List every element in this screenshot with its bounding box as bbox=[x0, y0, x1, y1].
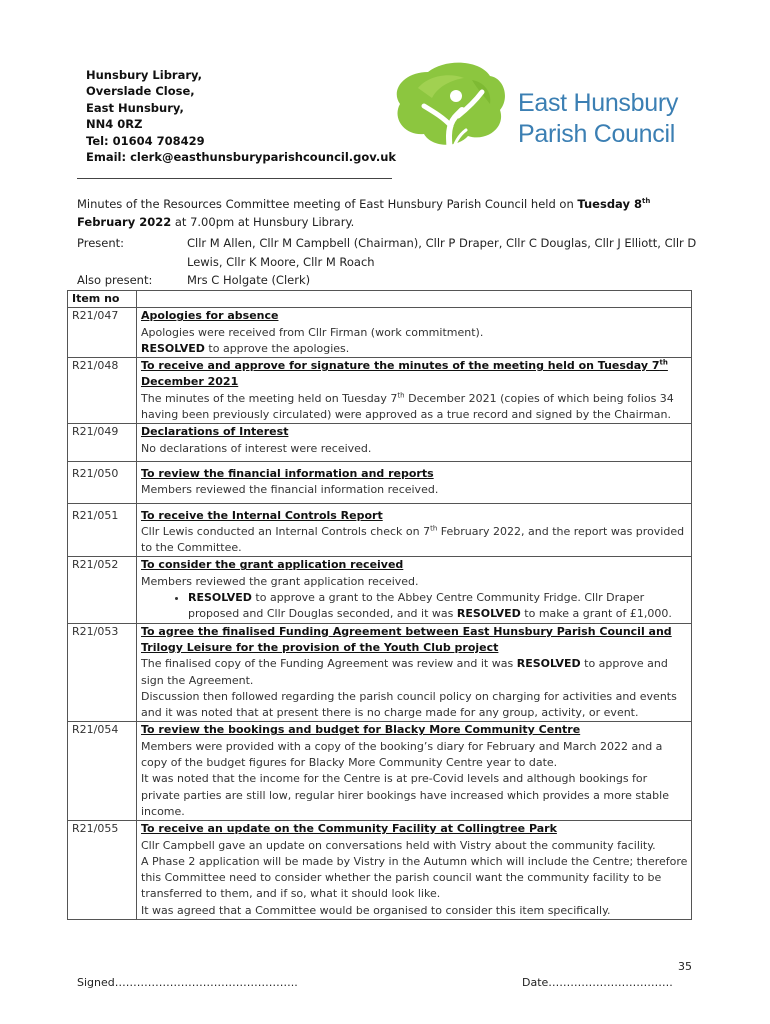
item-code: R21/047 bbox=[68, 308, 137, 358]
item-body bbox=[137, 722, 692, 821]
intro-text: Minutes of the Resources Committee meeting of East Hunsbury Parish Council held on bbox=[77, 197, 578, 211]
table-row bbox=[68, 821, 692, 920]
present-label: Present: bbox=[77, 236, 125, 250]
item-code: R21/050 bbox=[68, 461, 137, 503]
item-body bbox=[137, 308, 692, 358]
also-present-value: Mrs C Holgate (Clerk) bbox=[187, 273, 311, 287]
table-row bbox=[68, 557, 692, 623]
item-body bbox=[137, 358, 692, 424]
resolved-label: RESOLVED bbox=[516, 657, 581, 671]
item-code: R21/052 bbox=[68, 557, 137, 623]
item-body bbox=[137, 461, 692, 503]
item-text: to approve and sign the Agreement. bbox=[141, 657, 668, 687]
item-title: Apologies for absence bbox=[141, 309, 279, 323]
item-text: Cllr Lewis conducted an Internal Controls check on 7 bbox=[141, 524, 431, 538]
table-row bbox=[68, 424, 692, 462]
address-postcode: NN4 0RZ bbox=[86, 117, 143, 132]
item-title: To review the financial information and reports bbox=[141, 466, 434, 480]
resolved-label: RESOLVED bbox=[456, 607, 521, 621]
item-title bbox=[141, 358, 688, 391]
table-row bbox=[68, 503, 692, 557]
address-line: Overslade Close, bbox=[86, 84, 195, 99]
tree-icon bbox=[397, 63, 505, 154]
item-title: Declarations of Interest bbox=[141, 425, 289, 439]
header-divider bbox=[77, 178, 392, 179]
item-text bbox=[141, 391, 688, 424]
item-text: Members reviewed the financial information received. bbox=[141, 483, 439, 497]
table-row bbox=[68, 308, 692, 358]
item-title: To agree the finalised Funding Agreement between East Hunsbury Parish Council and Trilogy Leisure for the provision of the Youth Club project bbox=[141, 624, 672, 654]
also-present-row bbox=[77, 272, 707, 289]
ordinal-suffix: th bbox=[659, 358, 668, 367]
item-title: To review the bookings and budget for Blacky More Community Centre bbox=[141, 723, 581, 737]
page-number: 35 bbox=[678, 960, 692, 973]
item-title: To consider the grant application received bbox=[141, 558, 404, 572]
table-row bbox=[68, 358, 692, 424]
item-text: The finalised copy of the Funding Agreement was review and it was bbox=[141, 657, 517, 671]
item-text: Apologies were received from Cllr Firman (work commitment). bbox=[141, 325, 484, 339]
item-code: R21/054 bbox=[68, 722, 137, 821]
address-email: Email: clerk@easthunsburyparishcouncil.gov.uk bbox=[86, 150, 397, 165]
item-code: R21/051 bbox=[68, 503, 137, 557]
item-code: R21/055 bbox=[68, 821, 137, 920]
table-header-row bbox=[68, 291, 692, 308]
item-text: It was noted that the income for the Centre is at pre-Covid levels and although bookings for private parties are still low, regular hirer bookings have increased which provides a more stable income. bbox=[141, 772, 669, 818]
item-text: The minutes of the meeting held on Tuesday 7 bbox=[141, 391, 398, 405]
date-suffix: th bbox=[641, 197, 651, 206]
table-row bbox=[68, 461, 692, 503]
item-text: It was agreed that a Committee would be organised to consider this item specifically. bbox=[141, 903, 611, 917]
item-text: Cllr Campbell gave an update on conversations held with Vistry about the community facility. bbox=[141, 838, 656, 852]
resolved-label: RESOLVED bbox=[141, 341, 205, 355]
item-body bbox=[137, 503, 692, 557]
item-text: No declarations of interest were received. bbox=[141, 441, 372, 455]
header-blank bbox=[137, 291, 692, 308]
item-text: A Phase 2 application will be made by Vistry in the Autumn which will include the Centre; therefore this Committee need to consider whether the parish council want the community facility to be transferred to them, and if so, what it should look like. bbox=[141, 854, 688, 901]
address-line: Hunsbury Library, bbox=[86, 68, 203, 82]
item-title-text: December 2021 bbox=[141, 375, 239, 389]
present-value: Cllr M Allen, Cllr M Campbell (Chairman), Cllr P Draper, Cllr C Douglas, Cllr J Elliott, Cllr D Lewis, Cllr K Moore, Cllr M Roach bbox=[187, 236, 697, 269]
logo-wordmark bbox=[518, 88, 678, 150]
item-title: To receive the Internal Controls Report bbox=[141, 508, 383, 522]
ordinal-suffix: th bbox=[397, 391, 405, 400]
item-text: February 2022, and the report was provided to the Committee. bbox=[141, 524, 685, 555]
item-body bbox=[137, 623, 692, 722]
item-text: to approve the apologies. bbox=[204, 341, 350, 355]
item-text: Members reviewed the grant application received. bbox=[141, 574, 419, 588]
present-row bbox=[77, 235, 707, 271]
date-line: Date……………………………. bbox=[522, 976, 673, 989]
item-text: to approve a grant to the Abbey Centre Community Fridge. Cllr Draper proposed and Cllr Douglas seconded, and it was bbox=[188, 591, 645, 621]
item-body bbox=[137, 424, 692, 462]
resolved-label: RESOLVED bbox=[188, 591, 252, 605]
council-address bbox=[86, 67, 396, 165]
item-title-text: To receive and approve for signature the minutes of the meeting held on Tuesday 7 bbox=[141, 359, 660, 373]
also-present-label: Also present: bbox=[77, 273, 153, 287]
item-text bbox=[141, 656, 688, 689]
item-title: To receive an update on the Community Facility at Collingtree Park bbox=[141, 822, 557, 836]
meeting-date-month: February 2022 bbox=[77, 215, 172, 229]
item-body bbox=[137, 557, 692, 623]
list-item bbox=[188, 590, 688, 623]
table-row bbox=[68, 722, 692, 821]
item-text: to make a grant of £1,000. bbox=[520, 607, 672, 621]
item-text: Members were provided with a copy of the booking’s diary for February and March 2022 and a copy of the budget figures for Blacky More Community Centre year to date. bbox=[141, 739, 663, 770]
item-no-header: Item no bbox=[68, 291, 137, 308]
item-text bbox=[141, 341, 688, 357]
item-text: December 2021 (copies of which being folios 34 having been previously circulated) were approved as a true record and signed by the Chairman. bbox=[141, 391, 674, 422]
minutes-table bbox=[67, 290, 692, 920]
address-telephone: Tel: 01604 708429 bbox=[86, 133, 205, 148]
item-code: R21/048 bbox=[68, 358, 137, 424]
logo-line: Parish Council bbox=[518, 120, 675, 148]
item-text bbox=[141, 524, 688, 557]
resolution-list bbox=[141, 590, 688, 623]
item-code: R21/053 bbox=[68, 623, 137, 722]
meeting-date: Tuesday 8 bbox=[577, 197, 642, 211]
item-text: Discussion then followed regarding the parish council policy on charging for activities and events and it was noted that at present there is no charge made for any group, activity, or event. bbox=[141, 689, 677, 720]
signature-line: Signed………………………………………….. bbox=[77, 976, 298, 989]
item-body bbox=[137, 821, 692, 920]
logo-line: East Hunsbury bbox=[518, 89, 679, 117]
ordinal-suffix: th bbox=[430, 524, 438, 533]
table-row bbox=[68, 623, 692, 722]
intro-text-end: at 7.00pm at Hunsbury Library. bbox=[171, 215, 355, 229]
minutes-intro bbox=[77, 195, 707, 231]
address-line: East Hunsbury, bbox=[86, 100, 184, 115]
item-code: R21/049 bbox=[68, 424, 137, 462]
